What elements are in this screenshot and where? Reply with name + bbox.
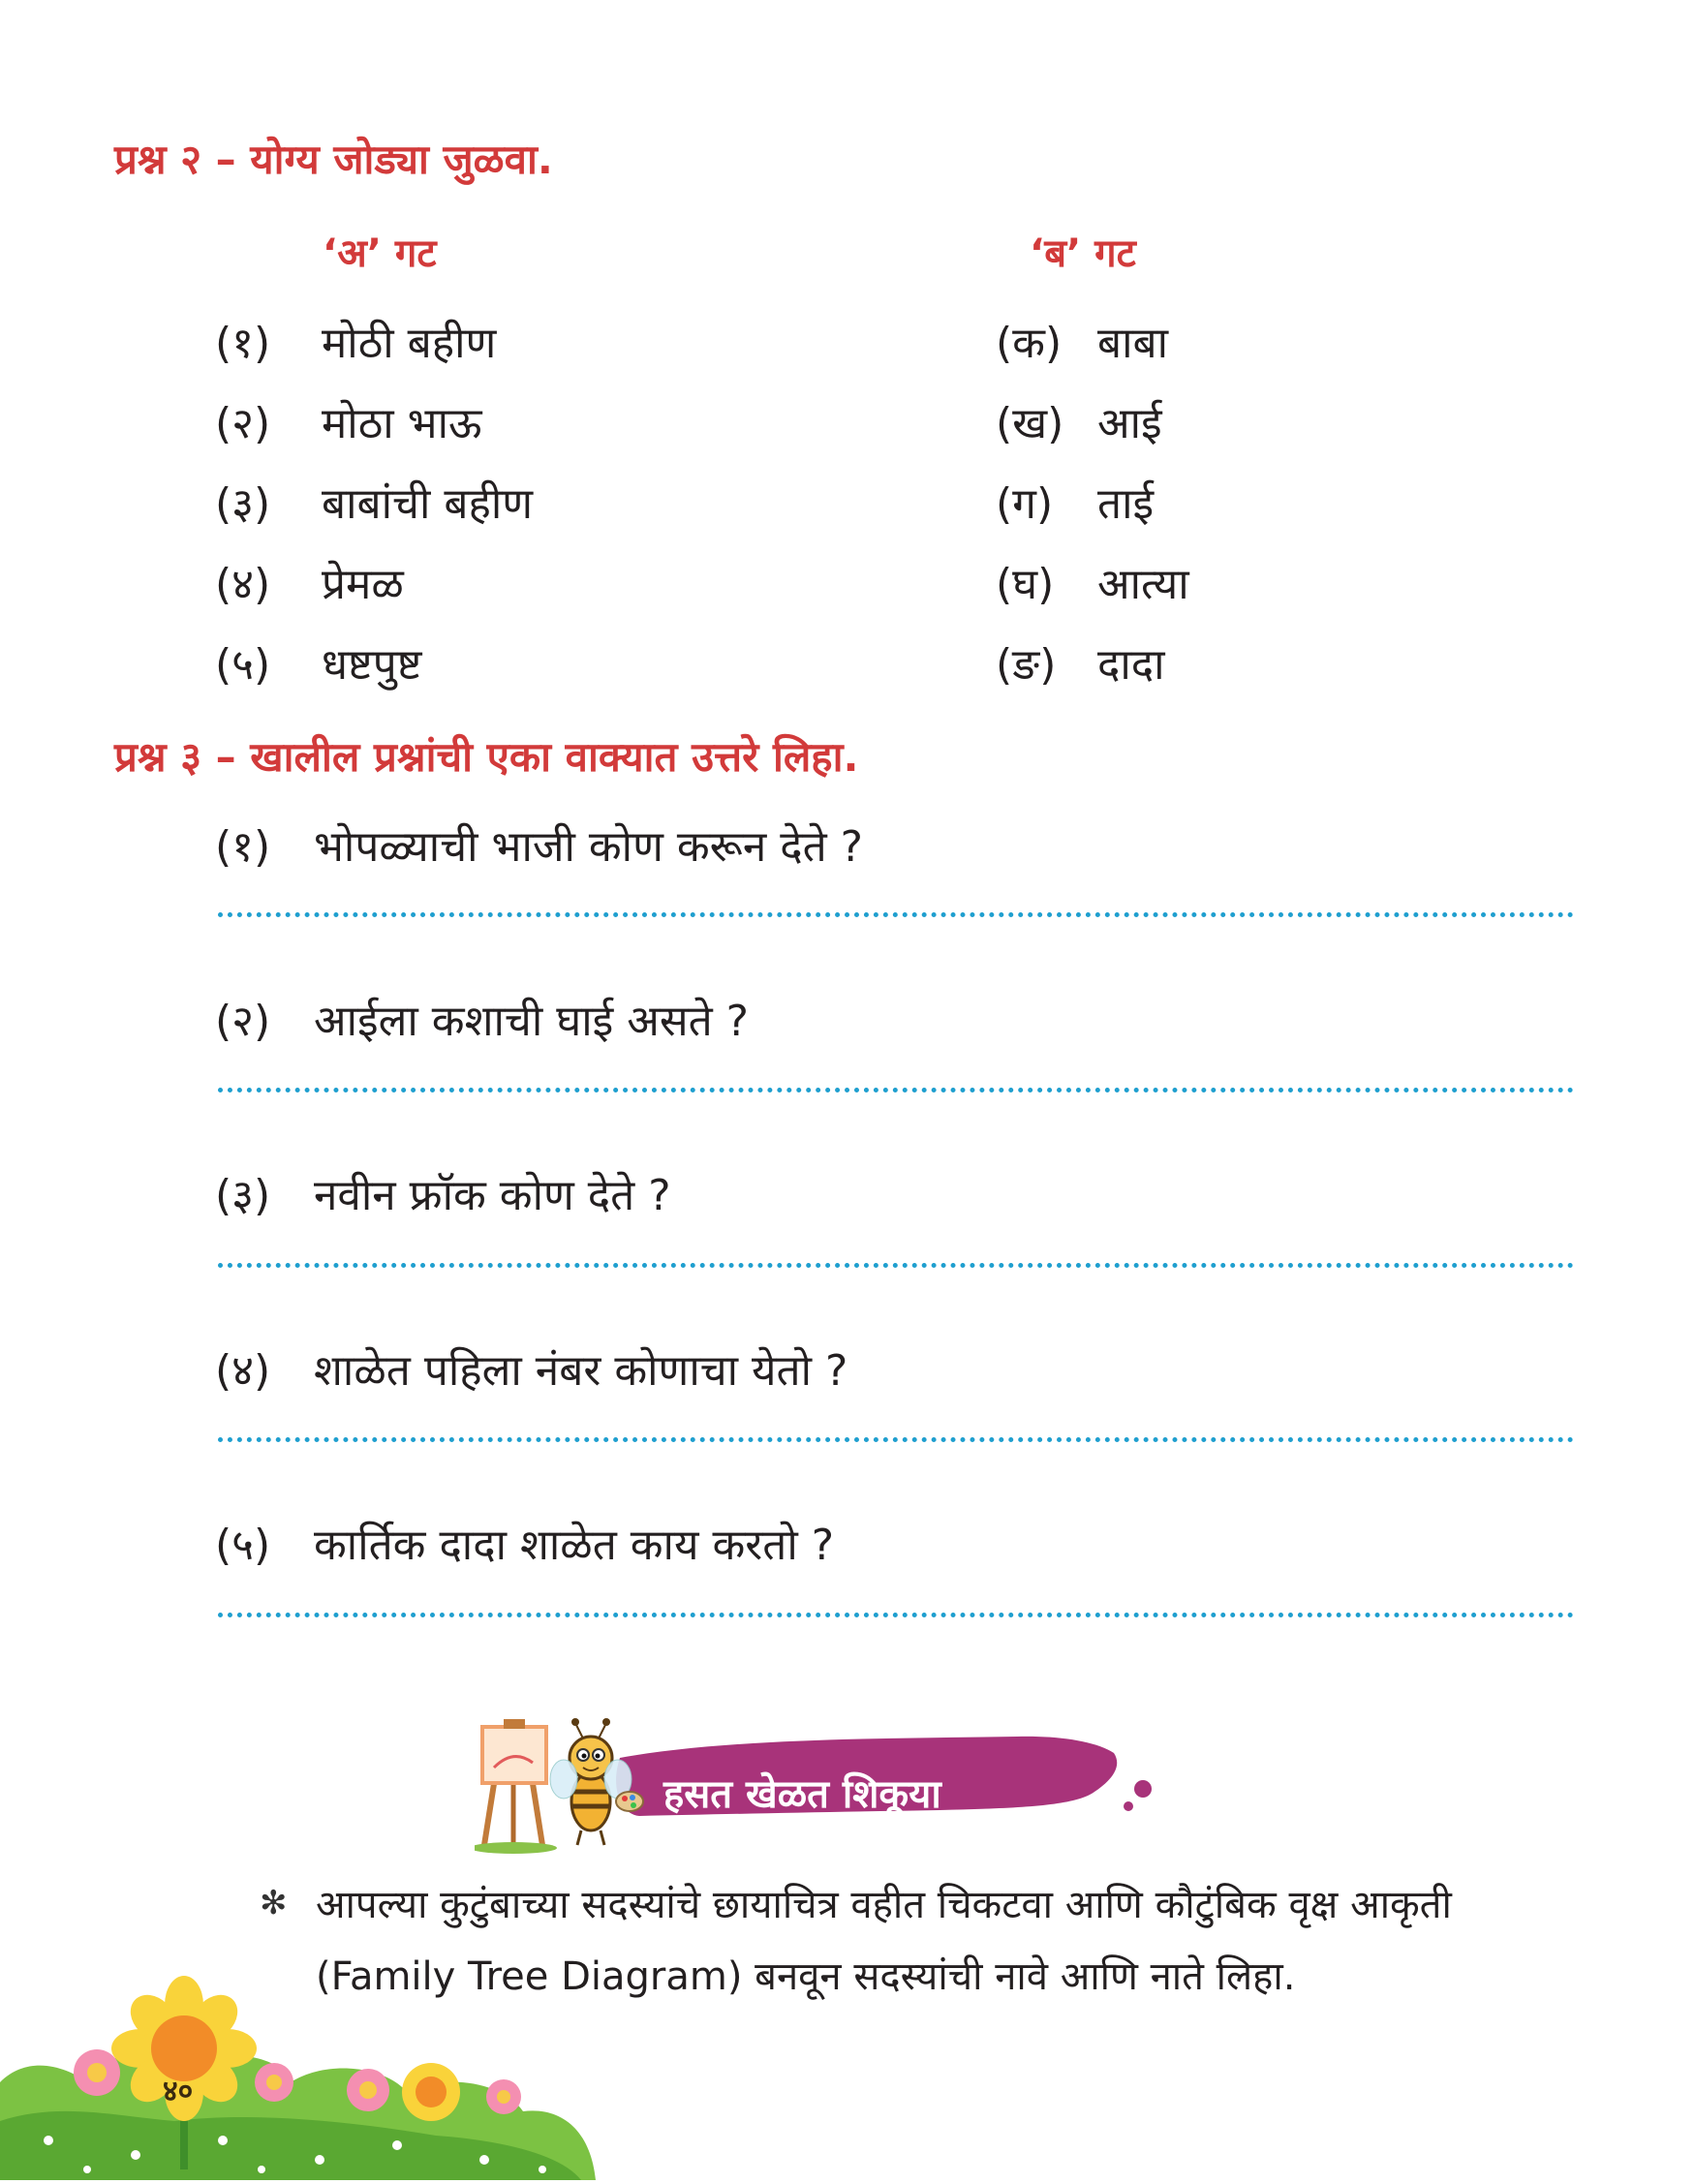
answer-line-4[interactable] — [218, 1437, 1574, 1442]
pink-flower-icon — [347, 2069, 389, 2111]
group-a-label: ‘अ’ गट — [323, 231, 437, 276]
list-item: (४) प्रेमळ — [215, 560, 404, 609]
flower-garden-decoration — [0, 1976, 601, 2180]
q3-title: प्रश्न ३ – खालील प्रश्नांची एका वाक्यात उत्तरे लिहा. — [114, 733, 859, 781]
list-item: (क) बाबा — [996, 319, 1169, 368]
activity-line-2: (Family Tree Diagram) बनवून सदस्यांची नावे आणि नाते लिहा. — [316, 1954, 1296, 1999]
list-item: (घ) आत्या — [996, 560, 1189, 609]
q3-question-4: (४) शाळेत पहिला नंबर कोणाचा येतो ? — [215, 1346, 848, 1396]
q2-title: प्रश्न २ – योग्य जोड्या जुळवा. — [114, 136, 553, 183]
answer-line-3[interactable] — [218, 1263, 1574, 1268]
easel-icon — [475, 1719, 557, 1854]
group-b-label: ‘ब’ गट — [1030, 231, 1136, 276]
activity-bullet: ✻ — [260, 1884, 288, 1923]
pink-flower-icon — [255, 2063, 293, 2102]
list-item: (ङ) दादा — [996, 640, 1165, 690]
list-item: (ग) ताई — [996, 479, 1155, 529]
pink-flower-icon — [486, 2079, 521, 2114]
pink-flower-icon — [74, 2049, 120, 2096]
bee-icon — [550, 1718, 643, 1845]
activity-banner — [475, 1709, 1172, 1855]
answer-line-2[interactable] — [218, 1088, 1574, 1092]
paint-drop — [1124, 1801, 1133, 1811]
q3-question-1: (१) भोपळ्याची भाजी कोण करून देते ? — [215, 822, 864, 872]
activity-line-1: आपल्या कुटुंबाच्या सदस्यांचे छायाचित्र वहीत चिकटवा आणि कौटुंबिक वृक्ष आकृती — [316, 1883, 1452, 1927]
page-number: ४० — [163, 2075, 194, 2108]
list-item: (३) बाबांची बहीण — [215, 479, 534, 529]
list-item: (५) धष्टपुष्ट — [215, 640, 422, 690]
paint-drop — [1134, 1780, 1152, 1798]
orange-flower-icon — [402, 2063, 460, 2121]
answer-line-5[interactable] — [218, 1613, 1574, 1617]
answer-line-1[interactable] — [218, 912, 1574, 917]
garden-illustration — [0, 1976, 601, 2180]
q3-question-5: (५) कार्तिक दादा शाळेत काय करतो ? — [215, 1521, 835, 1570]
q3-question-3: (३) नवीन फ्रॉक कोण देते ? — [215, 1171, 671, 1220]
q3-question-2: (२) आईला कशाची घाई असते ? — [215, 997, 749, 1046]
banner-title: हसत खेळत शिकूया — [663, 1772, 941, 1817]
list-item: (२) मोठा भाऊ — [215, 399, 482, 448]
list-item: (१) मोठी बहीण — [215, 319, 497, 368]
list-item: (ख) आई — [996, 399, 1162, 448]
